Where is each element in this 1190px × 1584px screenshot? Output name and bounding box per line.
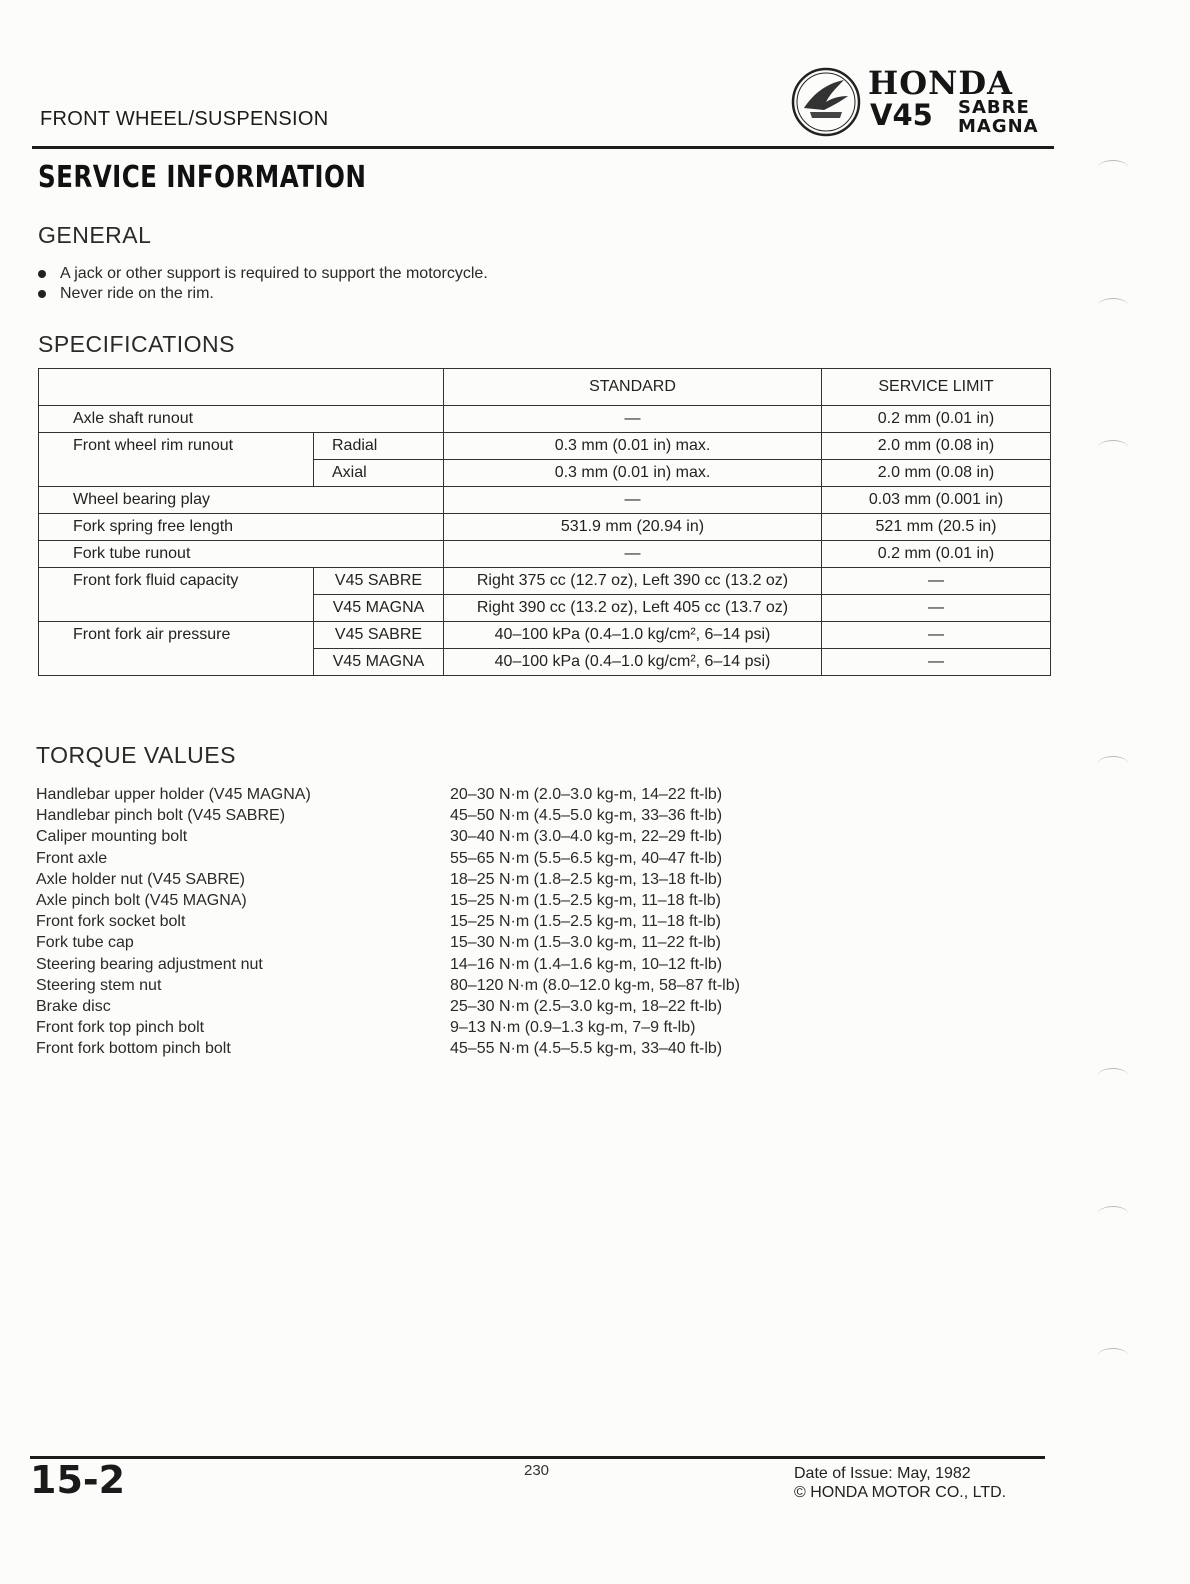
copyright: © HONDA MOTOR CO., LTD. xyxy=(794,1484,1007,1501)
column-header-standard: STANDARD xyxy=(444,369,822,406)
spec-item: Axle shaft runout xyxy=(39,406,444,433)
torque-value: 30–40 N·m (3.0–4.0 kg-m, 22–29 ft-lb) xyxy=(450,828,723,846)
list-item xyxy=(36,869,836,890)
honda-wing-logo-icon xyxy=(790,66,862,138)
spec-limit: — xyxy=(822,568,1051,595)
spec-limit: 521 mm (20.5 in) xyxy=(822,514,1051,541)
general-heading: GENERAL xyxy=(38,222,152,248)
bullet-item xyxy=(38,264,488,284)
spec-limit: 0.2 mm (0.01 in) xyxy=(822,406,1051,433)
header-rule xyxy=(32,146,1054,149)
torque-value: 18–25 N·m (1.8–2.5 kg-m, 13–18 ft-lb) xyxy=(450,870,723,888)
margin-mark xyxy=(1098,440,1128,455)
torque-heading: TORQUE VALUES xyxy=(36,742,236,768)
footer-info xyxy=(794,1464,1006,1502)
table-row xyxy=(39,487,1051,514)
column-header-service-limit: SERVICE LIMIT xyxy=(822,369,1051,406)
list-item xyxy=(36,1017,836,1038)
torque-name: Front fork bottom pinch bolt xyxy=(36,1040,231,1058)
table-row xyxy=(39,622,1051,649)
torque-name: Steering bearing adjustment nut xyxy=(36,955,263,973)
margin-mark xyxy=(1098,1206,1128,1221)
bullet-text: Never ride on the rim. xyxy=(60,285,214,302)
spec-standard: Right 390 cc (13.2 oz), Left 405 cc (13.7 oz) xyxy=(444,595,822,622)
torque-name: Handlebar upper holder (V45 MAGNA) xyxy=(36,786,311,803)
footer-rule xyxy=(30,1456,1045,1459)
section-title: FRONT WHEEL/SUSPENSION xyxy=(40,108,329,130)
list-item xyxy=(36,911,836,932)
list-item xyxy=(36,932,836,953)
torque-value: 15–25 N·m (1.5–2.5 kg-m, 11–18 ft-lb) xyxy=(450,913,721,931)
list-item xyxy=(36,954,836,975)
table-row xyxy=(39,541,1051,568)
table-header-row xyxy=(39,369,1051,406)
torque-name: Axle holder nut (V45 SABRE) xyxy=(36,870,245,888)
torque-value: 45–50 N·m (4.5–5.0 kg-m, 33–36 ft-lb) xyxy=(450,807,723,825)
spec-sub: V45 MAGNA xyxy=(314,649,444,676)
bullet-dot-icon xyxy=(38,290,46,298)
margin-mark xyxy=(1098,160,1128,175)
torque-value: 20–30 N·m (2.0–3.0 kg-m, 14–22 ft-lb) xyxy=(450,786,723,803)
margin-mark xyxy=(1098,756,1128,771)
torque-value: 45–55 N·m (4.5–5.5 kg-m, 33–40 ft-lb) xyxy=(450,1040,723,1058)
bullet-dot-icon xyxy=(38,270,46,278)
logo-brand: HONDA xyxy=(868,64,1013,102)
list-item xyxy=(36,975,836,996)
spec-item: Fork spring free length xyxy=(39,514,444,541)
list-item xyxy=(36,826,836,847)
torque-name: Fork tube cap xyxy=(36,934,134,952)
spec-item: Fork tube runout xyxy=(39,541,444,568)
torque-value: 25–30 N·m (2.5–3.0 kg-m, 18–22 ft-lb) xyxy=(450,998,723,1016)
logo-variant-sabre: SABRE xyxy=(958,97,1030,118)
spec-standard: 0.3 mm (0.01 in) max. xyxy=(444,460,822,487)
spec-item: Wheel bearing play xyxy=(39,487,444,514)
torque-value: 55–65 N·m (5.5–6.5 kg-m, 40–47 ft-lb) xyxy=(450,849,723,867)
list-item xyxy=(36,848,836,869)
spec-limit: — xyxy=(822,649,1051,676)
page-title: SERVICE INFORMATION xyxy=(38,160,367,195)
spec-item: Front fork air pressure xyxy=(39,622,314,676)
margin-mark xyxy=(1098,1348,1128,1363)
torque-name: Brake disc xyxy=(36,998,111,1016)
table-row xyxy=(39,433,1051,460)
list-item xyxy=(36,890,836,911)
spec-limit: 2.0 mm (0.08 in) xyxy=(822,433,1051,460)
table-header-blank xyxy=(39,369,444,406)
general-bullets xyxy=(38,264,488,304)
spec-limit: 2.0 mm (0.08 in) xyxy=(822,460,1051,487)
spec-item: Front wheel rim runout xyxy=(39,433,314,487)
list-item xyxy=(36,805,836,826)
spec-sub: Radial xyxy=(314,433,444,460)
spec-item: Front fork fluid capacity xyxy=(39,568,314,622)
spec-standard: — xyxy=(444,541,822,568)
margin-mark xyxy=(1098,298,1128,313)
spec-standard: 531.9 mm (20.94 in) xyxy=(444,514,822,541)
spec-sub: V45 MAGNA xyxy=(314,595,444,622)
spec-standard: — xyxy=(444,487,822,514)
torque-name: Front axle xyxy=(36,849,108,867)
list-item xyxy=(36,1038,836,1059)
page-number: 15-2 xyxy=(30,1458,126,1502)
torque-name: Caliper mounting bolt xyxy=(36,828,188,846)
spec-limit: — xyxy=(822,622,1051,649)
torque-name: Front fork top pinch bolt xyxy=(36,1019,205,1037)
list-item xyxy=(36,996,836,1017)
list-item xyxy=(36,784,836,805)
spec-standard: — xyxy=(444,406,822,433)
torque-list xyxy=(36,784,836,1060)
spec-sub: V45 SABRE xyxy=(314,622,444,649)
spec-limit: 0.2 mm (0.01 in) xyxy=(822,541,1051,568)
torque-value: 15–25 N·m (1.5–2.5 kg-m, 11–18 ft-lb) xyxy=(450,892,721,910)
spec-limit: — xyxy=(822,595,1051,622)
torque-value: 14–16 N·m (1.4–1.6 kg-m, 10–12 ft-lb) xyxy=(450,955,723,973)
torque-value: 15–30 N·m (1.5–3.0 kg-m, 11–22 ft-lb) xyxy=(450,934,721,952)
torque-name: Axle pinch bolt (V45 MAGNA) xyxy=(36,892,247,910)
table-row xyxy=(39,406,1051,433)
torque-value: 9–13 N·m (0.9–1.3 kg-m, 7–9 ft-lb) xyxy=(450,1019,696,1037)
specifications-table xyxy=(38,368,1051,676)
spec-limit: 0.03 mm (0.001 in) xyxy=(822,487,1051,514)
torque-name: Handlebar pinch bolt (V45 SABRE) xyxy=(36,807,286,825)
logo-variant-magna: MAGNA xyxy=(958,116,1039,137)
spec-sub: Axial xyxy=(314,460,444,487)
issue-date: Date of Issue: May, 1982 xyxy=(794,1465,971,1482)
logo-model: V45 xyxy=(870,98,933,132)
table-row xyxy=(39,514,1051,541)
spec-standard: 40–100 kPa (0.4–1.0 kg/cm², 6–14 psi) xyxy=(444,622,822,649)
spec-standard: Right 375 cc (12.7 oz), Left 390 cc (13.2 oz) xyxy=(444,568,822,595)
bullet-item xyxy=(38,284,488,304)
table-row xyxy=(39,568,1051,595)
torque-value: 80–120 N·m (8.0–12.0 kg-m, 58–87 ft-lb) xyxy=(450,976,740,994)
torque-name: Front fork socket bolt xyxy=(36,913,186,931)
bullet-text: A jack or other support is required to support the motorcycle. xyxy=(60,265,488,282)
margin-mark xyxy=(1098,1068,1128,1083)
specifications-heading: SPECIFICATIONS xyxy=(38,331,235,357)
spec-sub: V45 SABRE xyxy=(314,568,444,595)
spec-standard: 0.3 mm (0.01 in) max. xyxy=(444,433,822,460)
torque-name: Steering stem nut xyxy=(36,976,162,994)
page-center-number: 230 xyxy=(524,1462,550,1479)
spec-standard: 40–100 kPa (0.4–1.0 kg/cm², 6–14 psi) xyxy=(444,649,822,676)
